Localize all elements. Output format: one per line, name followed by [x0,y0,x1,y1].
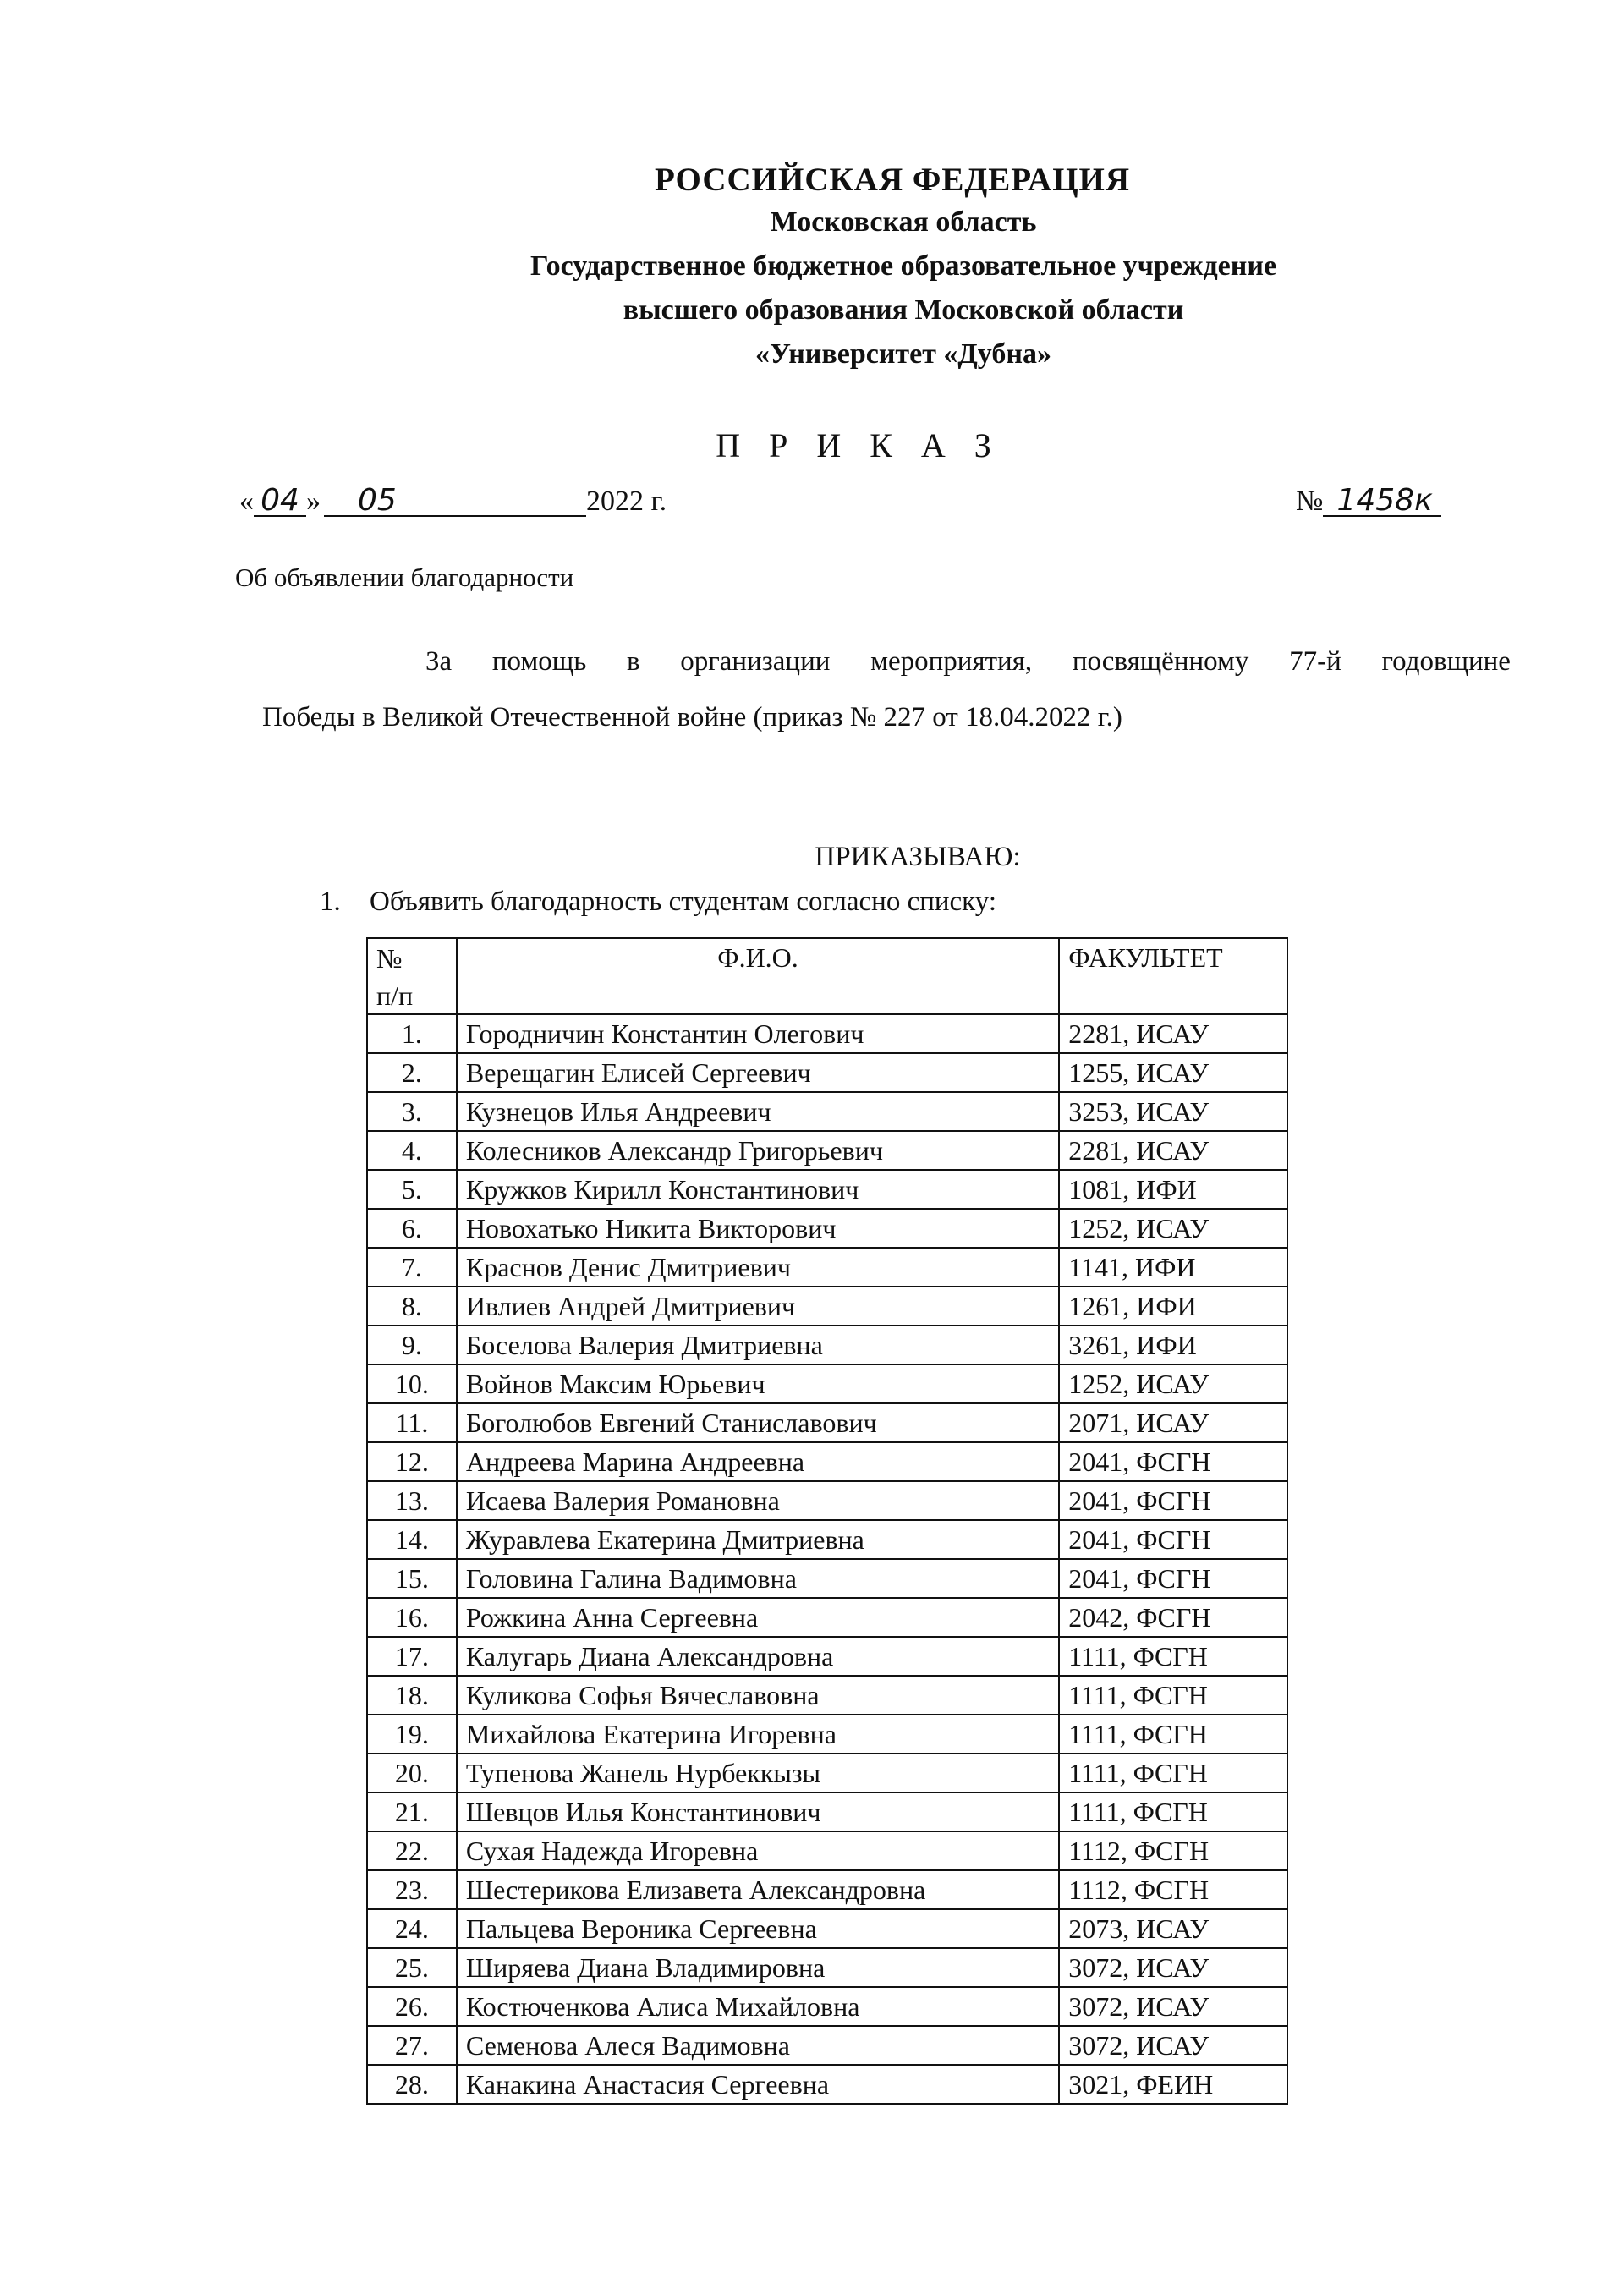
cell-name: Костюченкова Алиса Михайловна [457,1987,1059,2026]
cell-faculty: 1111, ФСГН [1059,1676,1287,1715]
preamble-word: годовщине [1381,646,1511,677]
table-row [367,1559,1287,1598]
cell-number: 10. [367,1364,457,1403]
cell-number: 4. [367,1131,457,1170]
cell-name: Калугарь Диана Александровна [457,1637,1059,1676]
cell-faculty: 1252, ИСАУ [1059,1364,1287,1403]
table-row [367,1053,1287,1092]
cell-number: 13. [367,1481,457,1520]
table-row [367,1831,1287,1870]
table-row [367,1792,1287,1831]
cell-faculty: 1112, ФСГН [1059,1870,1287,1909]
header-number-line-1: № [376,943,403,974]
table-row [367,1442,1287,1481]
cell-name: Верещагин Елисей Сергеевич [457,1053,1059,1092]
region-heading: Московская область [770,206,1037,238]
cell-faculty: 1261, ИФИ [1059,1287,1287,1326]
date-day-handwritten: 04 [254,486,306,517]
table-row [367,2026,1287,2065]
students-table [366,937,1288,2105]
cell-number: 9. [367,1326,457,1364]
cell-number: 5. [367,1170,457,1209]
cell-faculty: 1111, ФСГН [1059,1715,1287,1754]
number-value-handwritten: 1458к [1323,486,1441,517]
cell-faculty: 2042, ФСГН [1059,1598,1287,1637]
cell-faculty: 2071, ИСАУ [1059,1403,1287,1442]
preamble-word: организации [680,646,831,677]
item-text: Объявить благодарность студентам согласно списку: [370,887,996,917]
header-number-line-2: п/п [376,980,414,1011]
cell-number: 24. [367,1909,457,1948]
cell-faculty: 1111, ФСГН [1059,1754,1287,1792]
institution-line-2: высшего образования Московской области [623,294,1184,326]
order-date [239,483,667,518]
table-row [367,1676,1287,1715]
cell-faculty: 2041, ФСГН [1059,1559,1287,1598]
preamble-word: в [626,646,640,677]
preamble-line-2: Победы в Великой Отечественной войне (приказ № 227 от 18.04.2022 г.) [262,702,1122,733]
cell-name: Краснов Денис Дмитриевич [457,1248,1059,1287]
date-close-quote: » [306,486,321,517]
cell-faculty: 2041, ФСГН [1059,1520,1287,1559]
cell-faculty: 1112, ФСГН [1059,1831,1287,1870]
cell-name: Журавлева Екатерина Дмитриевна [457,1520,1059,1559]
preamble-word: За [425,646,453,677]
order-title: П Р И К А З [716,426,1001,464]
date-open-quote: « [239,486,254,517]
table-row [367,1715,1287,1754]
cell-number: 8. [367,1287,457,1326]
cell-faculty: 3072, ИСАУ [1059,1987,1287,2026]
cell-faculty: 1141, ИФИ [1059,1248,1287,1287]
table-row [367,1870,1287,1909]
cell-name: Головина Галина Вадимовна [457,1559,1059,1598]
cell-name: Ширяева Диана Владимировна [457,1948,1059,1987]
table-row [367,1364,1287,1403]
cell-number: 21. [367,1792,457,1831]
cell-name: Боголюбов Евгений Станиславович [457,1403,1059,1442]
table-row [367,1987,1287,2026]
cell-number: 1. [367,1014,457,1053]
cell-number: 27. [367,2026,457,2065]
preamble-line-1 [425,646,1511,678]
cell-name: Шевцов Илья Константинович [457,1792,1059,1831]
country-heading: РОССИЙСКАЯ ФЕДЕРАЦИЯ [654,162,1131,198]
cell-name: Боселова Валерия Дмитриевна [457,1326,1059,1364]
cell-number: 25. [367,1948,457,1987]
cell-number: 16. [367,1598,457,1637]
table-row [367,1326,1287,1364]
table-row [367,1948,1287,1987]
cell-faculty: 2281, ИСАУ [1059,1131,1287,1170]
cell-number: 19. [367,1715,457,1754]
cell-name: Кузнецов Илья Андреевич [457,1092,1059,1131]
cell-name: Сухая Надежда Игоревна [457,1831,1059,1870]
table-row [367,2065,1287,2104]
table-row [367,1131,1287,1170]
cell-name: Колесников Александр Григорьевич [457,1131,1059,1170]
item-number: 1. [320,887,341,917]
preamble-word: посвящённому [1072,646,1249,677]
preamble-word: 77-й [1289,646,1341,677]
cell-faculty: 2041, ФСГН [1059,1481,1287,1520]
cell-number: 22. [367,1831,457,1870]
cell-name: Пальцева Вероника Сергеевна [457,1909,1059,1948]
cell-number: 12. [367,1442,457,1481]
cell-faculty: 1081, ИФИ [1059,1170,1287,1209]
cell-faculty: 3072, ИСАУ [1059,1948,1287,1987]
cell-number: 26. [367,1987,457,2026]
cell-faculty: 1252, ИСАУ [1059,1209,1287,1248]
cell-name: Андреева Марина Андреевна [457,1442,1059,1481]
cell-name: Канакина Анастасия Сергеевна [457,2065,1059,2104]
header-number [367,938,457,1014]
cell-number: 7. [367,1248,457,1287]
header-name: Ф.И.О. [457,938,1059,1014]
institution-name: «Университет «Дубна» [755,338,1051,370]
preamble-word: мероприятия, [870,646,1033,677]
decree-item-1 [320,887,996,918]
institution-line-1: Государственное бюджетное образовательное учреждение [529,250,1277,282]
preamble-word: помощь [491,646,587,677]
order-subject: Об объявлении благодарности [235,563,574,592]
date-year: 2022 г. [586,486,667,517]
cell-number: 2. [367,1053,457,1092]
order-number [1296,483,1441,518]
table-row [367,1520,1287,1559]
table-row [367,1403,1287,1442]
table-row [367,1481,1287,1520]
cell-name: Шестерикова Елизавета Александровна [457,1870,1059,1909]
cell-number: 17. [367,1637,457,1676]
decree-heading: ПРИКАЗЫВАЮ: [815,842,1021,872]
cell-faculty: 2281, ИСАУ [1059,1014,1287,1053]
cell-faculty: 1255, ИСАУ [1059,1053,1287,1092]
cell-number: 6. [367,1209,457,1248]
cell-number: 28. [367,2065,457,2104]
cell-name: Куликова Софья Вячеславовна [457,1676,1059,1715]
cell-faculty: 1111, ФСГН [1059,1792,1287,1831]
cell-number: 18. [367,1676,457,1715]
date-month-handwritten: 05 [324,486,586,517]
cell-name: Михайлова Екатерина Игоревна [457,1715,1059,1754]
cell-faculty: 2073, ИСАУ [1059,1909,1287,1948]
cell-name: Новохатько Никита Викторович [457,1209,1059,1248]
table-row [367,1287,1287,1326]
table-row [367,1014,1287,1053]
table-row [367,1092,1287,1131]
cell-number: 15. [367,1559,457,1598]
table-row [367,1637,1287,1676]
cell-number: 3. [367,1092,457,1131]
cell-name: Исаева Валерия Романовна [457,1481,1059,1520]
cell-number: 14. [367,1520,457,1559]
cell-name: Семенова Алеся Вадимовна [457,2026,1059,2065]
cell-number: 20. [367,1754,457,1792]
cell-name: Кружков Кирилл Константинович [457,1170,1059,1209]
cell-faculty: 1111, ФСГН [1059,1637,1287,1676]
cell-name: Войнов Максим Юрьевич [457,1364,1059,1403]
cell-name: Городничин Константин Олегович [457,1014,1059,1053]
table-header-row [367,938,1287,1014]
header-faculty: ФАКУЛЬТЕТ [1059,938,1287,1014]
table-row [367,1598,1287,1637]
cell-name: Ивлиев Андрей Дмитриевич [457,1287,1059,1326]
table-row [367,1209,1287,1248]
cell-faculty: 3021, ФЕИН [1059,2065,1287,2104]
table-row [367,1754,1287,1792]
table-row [367,1170,1287,1209]
table-row [367,1248,1287,1287]
cell-faculty: 2041, ФСГН [1059,1442,1287,1481]
cell-name: Тупенова Жанель Нурбеккызы [457,1754,1059,1792]
number-label: № [1296,486,1324,517]
cell-name: Рожкина Анна Сергеевна [457,1598,1059,1637]
cell-faculty: 3253, ИСАУ [1059,1092,1287,1131]
cell-number: 23. [367,1870,457,1909]
cell-number: 11. [367,1403,457,1442]
table-row [367,1909,1287,1948]
table-body [367,1014,1287,2104]
cell-faculty: 3072, ИСАУ [1059,2026,1287,2065]
cell-faculty: 3261, ИФИ [1059,1326,1287,1364]
